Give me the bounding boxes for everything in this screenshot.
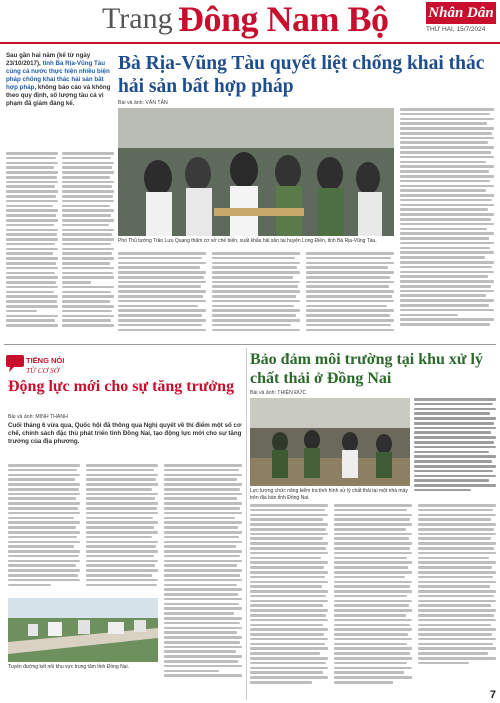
- article-3-photo: [250, 398, 410, 486]
- article-1-byline: Bài và ảnh: VĂN TÂN: [118, 100, 168, 106]
- lead-suffix: , không báo cáo và không theo quy định, số lượng tàu cá vi phạm đã giảm đáng kể.: [6, 84, 111, 107]
- newspaper-logo: Nhân Dân: [426, 2, 496, 24]
- section-divider: [4, 344, 496, 345]
- article-3-body-col-1: [250, 504, 328, 696]
- article-1-body-col-2: [62, 152, 114, 338]
- article-3-byline: Bài và ảnh: THIỆN ĐỨC: [250, 390, 307, 396]
- article-3-body-col-2: [334, 504, 412, 696]
- article-1-body-col-3: [118, 252, 206, 340]
- masthead: [0, 0, 500, 44]
- page-number: 7: [489, 689, 496, 701]
- article-2-photo-caption: Tuyến đường kết nối khu vực trung tâm tỉnh Đồng Nai.: [8, 664, 129, 670]
- tieng-noi-tag: [4, 352, 74, 378]
- column-divider: [246, 348, 247, 700]
- article-3-lead: [414, 398, 496, 502]
- article-2-photo: [8, 598, 158, 662]
- article-2-title: Động lực mới cho sự tăng trưởng: [8, 378, 235, 395]
- lead-prefix: Sau gần hai năm (kể từ ngày 23/10/2017),: [6, 52, 91, 67]
- article-3-title: Bảo đảm môi trường tại khu xử lý chất thải ở Đồng Nai: [250, 351, 483, 387]
- lead-highlight: tỉnh Bà Rịa-Vũng Tàu cùng cả nước thực hiện nhiều biện pháp chống khai thác hải sản bất hợp pháp: [6, 60, 110, 91]
- article-1-lead: [6, 52, 112, 107]
- issue-date: THỨ HAI, 15/7/2024: [426, 26, 486, 33]
- article-1-body-col-1: [6, 152, 58, 338]
- section-word: Trang: [102, 2, 173, 35]
- article-1-photo: [118, 108, 394, 236]
- tag-line-1: TIẾNG NÓI: [26, 356, 65, 365]
- article-1-title: Bà Rịa-Vũng Tàu quyết liệt chống khai thác hải sản bất hợp pháp: [118, 53, 485, 97]
- article-1-body-col-4: [212, 252, 300, 340]
- article-2-byline: Bài và ảnh: MINH THÀNH: [8, 414, 68, 420]
- article-2-body-col-1: [8, 464, 80, 596]
- masthead-rule: [0, 42, 500, 44]
- article-3-photo-caption: Lực lượng chức năng kiểm tra tình hình xử lý chất thải tại một nhà máy trên địa bàn tỉnh Đồng Nai.: [250, 488, 408, 501]
- article-3-body-col-3: [418, 504, 496, 684]
- article-2-body-col-2: [86, 464, 158, 596]
- article-2-body-col-3: [164, 464, 242, 696]
- section-title: Đông Nam Bộ: [178, 0, 389, 39]
- article-2-lead: Cuối tháng 6 vừa qua, Quốc hội đã thông qua Nghị quyết về thí điểm một số cơ chế, chính sách đặc thù phát triển tỉnh Đồng Nai, tạo động lực mới cho sự tăng trưởng của địa phương.: [8, 422, 242, 445]
- tag-line-2: TỪ CƠ SỞ: [26, 366, 60, 375]
- article-1-body-col-6: [400, 108, 494, 340]
- article-1-photo-caption: Phó Thủ tướng Trần Lưu Quang thăm cơ sở chế biến, xuất khẩu hải sản tại huyện Long Điền, tỉnh Bà Rịa-Vũng Tàu.: [118, 238, 377, 244]
- article-1-body-col-5: [306, 252, 394, 340]
